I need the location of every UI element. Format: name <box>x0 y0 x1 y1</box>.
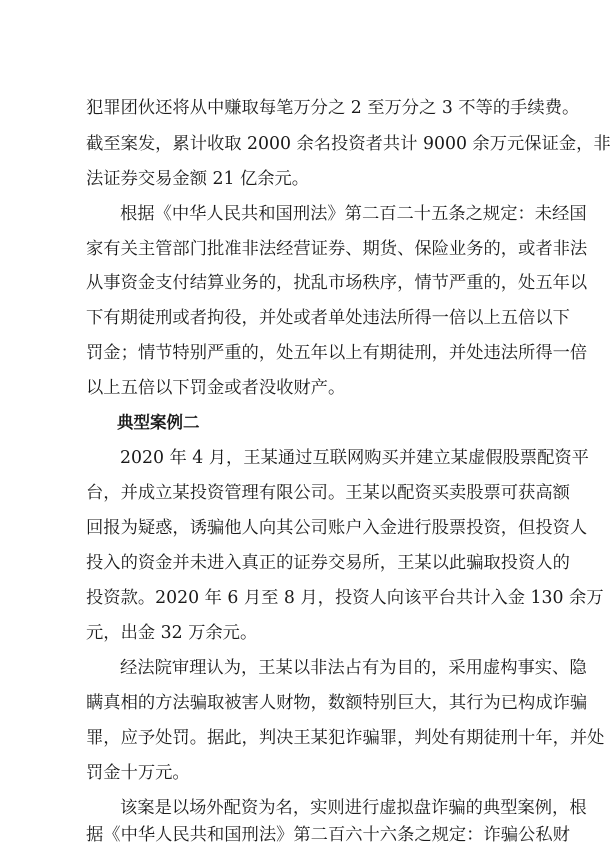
text-line: 罪，应予处罚。据此，判决王某犯诈骗罪，判处有期徒刑十年，并处 <box>86 728 605 748</box>
text-line: 元，出金 32 万余元。 <box>86 623 258 643</box>
text-line: 截至案发，累计收取 2000 余名投资者共计 9000 余万元保证金，非 <box>86 134 611 154</box>
text-line: 罚金；情节特别严重的，处五年以上有期徒刑，并处违法所得一倍 <box>86 343 588 363</box>
text-line: 经法院审理认为，王某以非法占有为目的，采用虚构事实、隐 <box>120 658 587 678</box>
text-line: 2020 年 4 月，王某通过互联网购买并建立某虚假股票配资平 <box>120 448 589 468</box>
text-line: 犯罪团伙还将从中赚取每笔万分之 2 至万分之 3 不等的手续费。 <box>86 98 580 118</box>
text-line: 家有关主管部门批准非法经营证券、期货、保险业务的，或者非法 <box>86 239 588 259</box>
text-line: 投入的资金并未进入真正的证券交易所，王某以此骗取投资人的 <box>86 553 570 573</box>
text-line: 下有期徒刑或者拘役，并处或者单处违法所得一倍以上五倍以下 <box>86 308 570 328</box>
text-line: 台，并成立某投资管理有限公司。王某以配资买卖股票可获高额 <box>86 483 570 503</box>
text-line: 从事资金支付结算业务的，扰乱市场秩序，情节严重的，处五年以 <box>86 273 588 293</box>
text-line: 该案是以场外配资为名，实则进行虚拟盘诈骗的典型案例，根 <box>120 798 587 818</box>
text-line: 根据《中华人民共和国刑法》第二百二十五条之规定：未经国 <box>120 204 587 224</box>
text-line: 瞒真相的方法骗取被害人财物，数额特别巨大，其行为已构成诈骗 <box>86 693 588 713</box>
text-line: 据《中华人民共和国刑法》第二百六十六条之规定：诈骗公私财 <box>86 825 570 845</box>
text-line: 投资款。2020 年 6 月至 8 月，投资人向该平台共计入金 130 余万 <box>86 588 604 608</box>
text-line: 以上五倍以下罚金或者没收财产。 <box>86 378 346 398</box>
section-heading: 典型案例二 <box>117 413 200 432</box>
text-line: 法证券交易金额 21 亿余元。 <box>86 169 310 189</box>
text-line: 回报为疑惑，诱骗他人向其公司账户入金进行股票投资，但投资人 <box>86 518 588 538</box>
text-line: 罚金十万元。 <box>86 763 190 783</box>
